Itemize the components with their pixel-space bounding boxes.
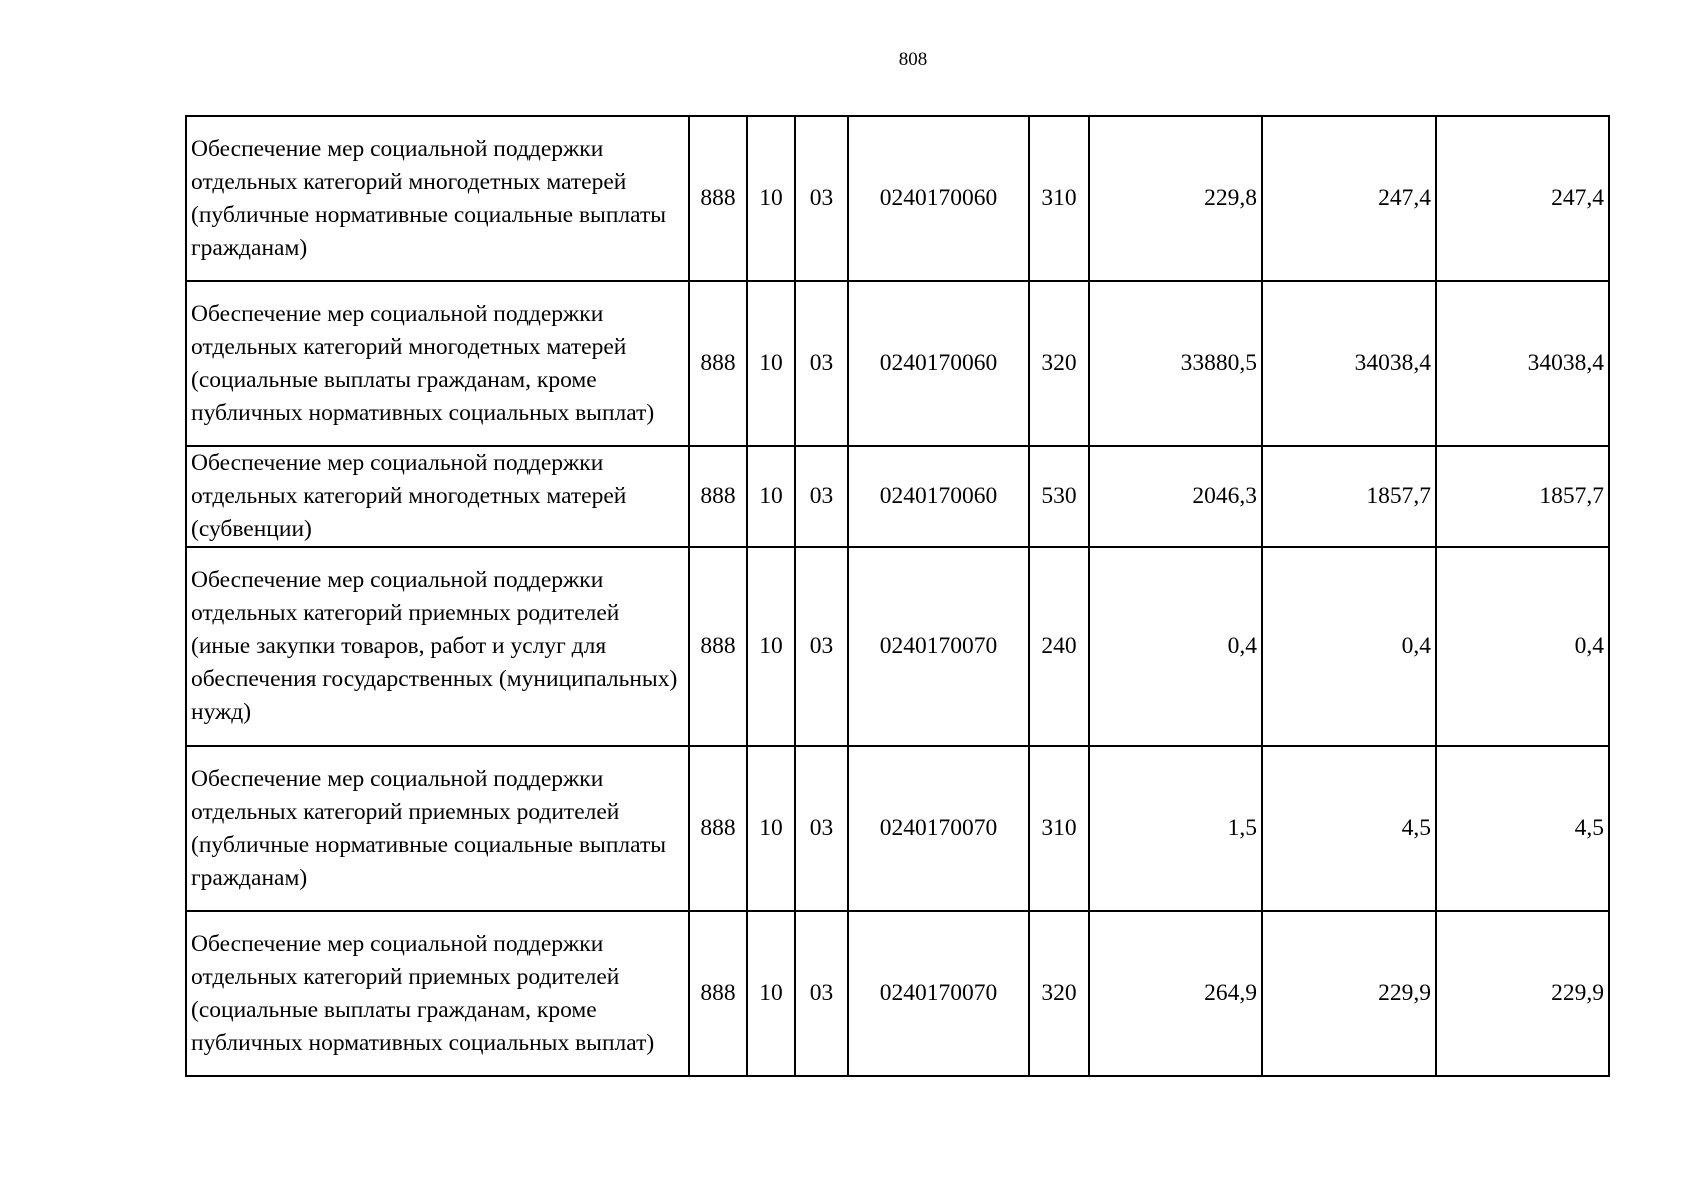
row-description: Обеспечение мер социальной поддержки отдельных категорий приемных родителей (социальные выплаты гражданам, кроме публичных нормативных социальных выплат) — [186, 911, 689, 1076]
table-row — [186, 116, 1609, 281]
amount-2: 0,4 — [1262, 547, 1436, 746]
target-article-code: 0240170060 — [848, 281, 1029, 446]
amount-1: 2046,3 — [1089, 446, 1262, 547]
subsection-code: 03 — [795, 746, 848, 911]
amount-1: 264,9 — [1089, 911, 1262, 1076]
grbs-code: 888 — [689, 547, 747, 746]
target-article-code: 0240170070 — [848, 911, 1029, 1076]
grbs-code: 888 — [689, 281, 747, 446]
subsection-code: 03 — [795, 446, 848, 547]
amount-1: 229,8 — [1089, 116, 1262, 281]
target-article-code: 0240170060 — [848, 116, 1029, 281]
target-article-code: 0240170060 — [848, 446, 1029, 547]
subsection-code: 03 — [795, 281, 848, 446]
table-row — [186, 281, 1609, 446]
amount-3: 229,9 — [1436, 911, 1609, 1076]
grbs-code: 888 — [689, 116, 747, 281]
expense-type-code: 310 — [1029, 746, 1089, 911]
amount-3: 247,4 — [1436, 116, 1609, 281]
subsection-code: 03 — [795, 911, 848, 1076]
amount-1: 0,4 — [1089, 547, 1262, 746]
section-code: 10 — [747, 446, 795, 547]
subsection-code: 03 — [795, 547, 848, 746]
page-number: 808 — [898, 49, 928, 70]
amount-2: 34038,4 — [1262, 281, 1436, 446]
amount-3: 4,5 — [1436, 746, 1609, 911]
amount-1: 33880,5 — [1089, 281, 1262, 446]
row-description: Обеспечение мер социальной поддержки отдельных категорий многодетных матерей (субвенции) — [186, 446, 689, 547]
row-description: Обеспечение мер социальной поддержки отдельных категорий приемных родителей (публичные нормативные социальные выплаты гражданам) — [186, 746, 689, 911]
table-row — [186, 547, 1609, 746]
grbs-code: 888 — [689, 446, 747, 547]
budget-table — [185, 115, 1610, 1077]
expense-type-code: 240 — [1029, 547, 1089, 746]
grbs-code: 888 — [689, 746, 747, 911]
amount-2: 4,5 — [1262, 746, 1436, 911]
amount-2: 1857,7 — [1262, 446, 1436, 547]
expense-type-code: 320 — [1029, 281, 1089, 446]
expense-type-code: 310 — [1029, 116, 1089, 281]
row-description: Обеспечение мер социальной поддержки отдельных категорий многодетных матерей (социальные выплаты гражданам, кроме публичных нормативных социальных выплат) — [186, 281, 689, 446]
section-code: 10 — [747, 911, 795, 1076]
grbs-code: 888 — [689, 911, 747, 1076]
row-description: Обеспечение мер социальной поддержки отдельных категорий приемных родителей (иные закупки товаров, работ и услуг для обеспечения государственных (муниципальных) нужд) — [186, 547, 689, 746]
amount-3: 1857,7 — [1436, 446, 1609, 547]
amount-2: 247,4 — [1262, 116, 1436, 281]
table-row — [186, 746, 1609, 911]
amount-3: 0,4 — [1436, 547, 1609, 746]
amount-1: 1,5 — [1089, 746, 1262, 911]
section-code: 10 — [747, 116, 795, 281]
expense-type-code: 530 — [1029, 446, 1089, 547]
table-row — [186, 911, 1609, 1076]
subsection-code: 03 — [795, 116, 848, 281]
section-code: 10 — [747, 746, 795, 911]
amount-3: 34038,4 — [1436, 281, 1609, 446]
amount-2: 229,9 — [1262, 911, 1436, 1076]
table-row — [186, 446, 1609, 547]
target-article-code: 0240170070 — [848, 547, 1029, 746]
row-description: Обеспечение мер социальной поддержки отдельных категорий многодетных матерей (публичные нормативные социальные выплаты гражданам) — [186, 116, 689, 281]
section-code: 10 — [747, 547, 795, 746]
expense-type-code: 320 — [1029, 911, 1089, 1076]
section-code: 10 — [747, 281, 795, 446]
target-article-code: 0240170070 — [848, 746, 1029, 911]
